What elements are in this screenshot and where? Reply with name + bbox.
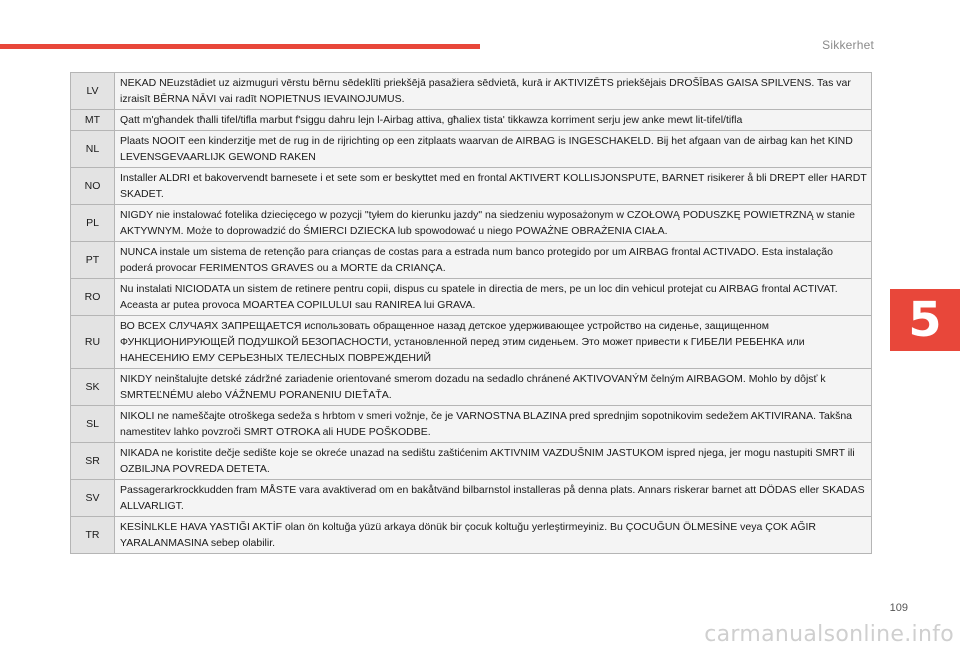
language-code: SR bbox=[71, 443, 115, 480]
warning-text: Plaats NOOIT een kinderzitje met de rug in de rijrichting op een zitplaats waarvan de AIRBAG is INGESCHAKELD. Bij het afgaan van de airbag kan het KIND LEVENSGEVAARLIJK GEWOND RAKEN bbox=[115, 131, 872, 168]
warning-text: NIKOLI ne nameščajte otroškega sedeža s hrbtom v smeri vožnje, če je VARNOSTNA BLAZINA pred sprednjim sopotnikovim sedežem AKTIVIRANA. Takšna namestitev lahko povzroči SMRT OTROKA ali HUDE POŠKODBE. bbox=[115, 406, 872, 443]
table-row bbox=[71, 110, 872, 131]
chapter-tab: 5 bbox=[890, 289, 960, 351]
table-row bbox=[71, 279, 872, 316]
table-row bbox=[71, 242, 872, 279]
warning-text: ВО ВСЕХ СЛУЧАЯХ ЗАПРЕЩАЕТСЯ использовать обращенное назад детское удерживающее устройство на сиденье, защищенном ФУНКЦИОНИРУЮЩЕЙ ПОДУШКОЙ БЕЗОПАСНОСТИ, установленной перед этим сиденьем. Это может привести к ГИБЕЛИ РЕБЕНКА или НАНЕСЕНИЮ ЕМУ СЕРЬЕЗНЫХ ТЕЛЕСНЫХ ПОВРЕЖДЕНИЙ bbox=[115, 316, 872, 369]
warning-text: NEKAD NEuzstādiet uz aizmuguri vērstu bērnu sēdeklīti priekšējā pasažiera sēdvietā, kurā ir AKTIVIZĒTS priekšējais DROŠĪBAS GAISA SPILVENS. Tas var izraisīt BĒRNA NĀVI vai radīt NOPIETNUS IEVAINOJUMUS. bbox=[115, 73, 872, 110]
header-accent-bar bbox=[0, 44, 480, 49]
language-code: TR bbox=[71, 517, 115, 554]
table-row bbox=[71, 168, 872, 205]
language-code: SL bbox=[71, 406, 115, 443]
language-code: SV bbox=[71, 480, 115, 517]
table-row bbox=[71, 73, 872, 110]
warning-text: NIKADA ne koristite dečje sedište koje se okreće unazad na sedištu zaštićenim AKTIVNIM VAZDUŠNIM JASTUKOM ispred njega, jer mogu nastupiti SMRT ili OZBILJNA POVREDA DETETA. bbox=[115, 443, 872, 480]
table-row bbox=[71, 316, 872, 369]
section-title: Sikkerhet bbox=[822, 38, 874, 52]
table-row bbox=[71, 131, 872, 168]
table-row bbox=[71, 517, 872, 554]
language-code: PT bbox=[71, 242, 115, 279]
warning-text: NIKDY neinštalujte detské zádržné zariadenie orientované smerom dozadu na sedadlo chránené AKTIVOVANÝM čelným AIRBAGOM. Mohlo by dôjsť k SMRTEĽNÉMU alebo VÁŽNEMU PORANENIU DIEŤAŤA. bbox=[115, 369, 872, 406]
table-row bbox=[71, 369, 872, 406]
table-row bbox=[71, 406, 872, 443]
warning-text: Nu instalati NICIODATA un sistem de retinere pentru copii, dispus cu spatele in directia de mers, pe un loc din vehicul protejat cu AIRBAG frontal ACTIVAT. Aceasta ar putea provoca MOARTEA COPILULUI sau RANIREA lui GRAVA. bbox=[115, 279, 872, 316]
language-code: SK bbox=[71, 369, 115, 406]
warning-text: NIGDY nie instalować fotelika dziecięcego w pozycji "tyłem do kierunku jazdy" na siedzeniu wyposażonym w CZOŁOWĄ PODUSZKĘ POWIETRZNĄ w stanie AKTYWNYM. Może to doprowadzić do ŚMIERCI DZIECKA lub spowodować u niego POWAŻNE OBRAŻENIA CIAŁA. bbox=[115, 205, 872, 242]
airbag-warning-table bbox=[70, 72, 872, 554]
language-code: NO bbox=[71, 168, 115, 205]
warning-text: Installer ALDRI et bakovervendt barnesete i et sete som er beskyttet med en frontal AKTIVERT KOLLISJONSPUTE, BARNET risikerer å bli DREPT eller HARDT SKADET. bbox=[115, 168, 872, 205]
table-row bbox=[71, 443, 872, 480]
language-code: RU bbox=[71, 316, 115, 369]
language-code: RO bbox=[71, 279, 115, 316]
warning-text: Passagerarkrockkudden fram MÅSTE vara avaktiverad om en bakåtvänd bilbarnstol installeras på denna plats. Annars riskerar barnet att DÖDAS eller SKADAS ALLVARLIGT. bbox=[115, 480, 872, 517]
watermark: carmanualsonline.info bbox=[704, 622, 954, 647]
warning-text: NUNCA instale um sistema de retenção para crianças de costas para a estrada num banco protegido por um AIRBAG frontal ACTIVADO. Esta instalação poderá provocar FERIMENTOS GRAVES ou a MORTE da CRIANÇA. bbox=[115, 242, 872, 279]
table-row bbox=[71, 205, 872, 242]
table-row bbox=[71, 480, 872, 517]
page-number: 109 bbox=[889, 602, 908, 614]
language-code: PL bbox=[71, 205, 115, 242]
language-code: MT bbox=[71, 110, 115, 131]
language-code: LV bbox=[71, 73, 115, 110]
warning-text: Qatt m'għandek tħalli tifel/tifla marbut f'siggu dahru lejn l-Airbag attiva, għaliex tista' tikkawza korriment serju jew anke mewt lit-tifel/tifla bbox=[115, 110, 872, 131]
warning-text: KESİNLKLE HAVA YASTIĞI AKTİF olan ön koltuğa yüzü arkaya dönük bir çocuk koltuğu yerleştirmeyiniz. Bu ÇOCUĞUN ÖLMESİNE veya ÇOK AĞIR YARALANMASINA sebep olabilir. bbox=[115, 517, 872, 554]
language-code: NL bbox=[71, 131, 115, 168]
